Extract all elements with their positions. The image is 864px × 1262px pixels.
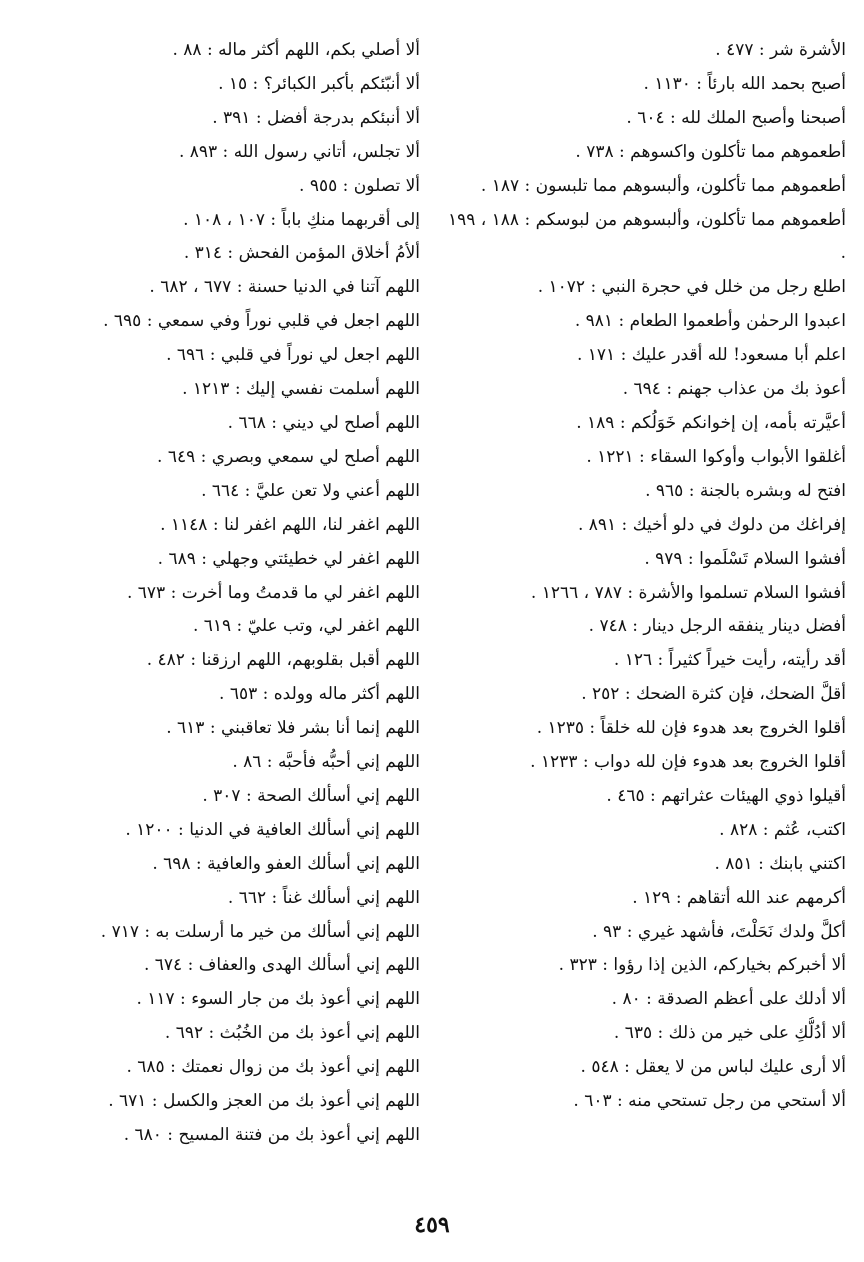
index-entry: أكلَّ ولدك نَحَلْتَ، فأشهد غيري : ٩٣ . — [592, 921, 846, 942]
index-entry: إلى أقربهما منكِ باباً : ١٠٧ ، ١٠٨ . — [183, 209, 420, 230]
index-entry: اللهم اغفر لي، وتب عليّ : ٦١٩ . — [192, 616, 420, 637]
index-entry: أعيَّرته بأمه، إن إخوانكم خَوَلُكم : ١٨٩ . — [576, 412, 846, 433]
index-entry: اللهم إنما أنا بشر فلا تعاقبني : ٦١٣ . — [166, 718, 420, 739]
index-entry: اللهم إني أعوذ بك من زوال نعمتك : ٦٨٥ . — [126, 1057, 420, 1078]
index-entry: اللهم إني أعوذ بك من فتنة المسيح : ٦٨٠ . — [123, 1125, 420, 1145]
index-entry: اللهم اجعل في قلبي نوراً وفي سمعي : ٦٩٥ . — [103, 311, 420, 332]
index-column-right — [446, 34, 846, 1119]
index-entry: اللهم أصلح لي سمعي وبصري : ٦٤٩ . — [157, 446, 420, 467]
index-entry: اللهم اغفر لي ما قدمتُ وما أخرت : ٦٧٣ . — [126, 582, 420, 603]
index-entry: أقلَّ الضحك، فإن كثرة الضحك : ٢٥٢ . — [581, 684, 846, 705]
index-entry: اللهم إني أسألك العافية في الدنيا : ١٢٠٠ . — [125, 819, 420, 840]
index-entry: أصبح بحمد الله بارئاً : ١١٣٠ . — [643, 73, 846, 94]
index-entry: أفشوا السلام تَسْلَموا : ٩٧٩ . — [644, 548, 846, 569]
index-entry: اللهم إني أعوذ بك من الخُبُث : ٦٩٢ . — [164, 1023, 420, 1044]
index-entry: اكتب، عُثم : ٨٢٨ . — [719, 819, 846, 840]
index-entry: أقلوا الخروج بعد هدوء فإن لله دواب : ١٢٣٣ . — [530, 752, 846, 773]
index-entry: اللهم إني أسألك العفو والعافية : ٦٩٨ . — [152, 853, 420, 874]
index-entry: أكرمهم عند الله أتقاهم : ١٢٩ . — [632, 887, 846, 908]
index-entry: ألا أرى عليك لباس من لا يعقل : ٥٤٨ . — [580, 1057, 846, 1078]
index-entry: أقيلوا ذوي الهيئات عثراتهم : ٤٦٥ . — [606, 785, 846, 806]
index-entry: أفشوا السلام تسلموا والأشرة : ٧٨٧ ، ١٢٦٦ . — [530, 582, 846, 603]
index-entry: اللهم أصلح لي ديني : ٦٦٨ . — [227, 412, 420, 433]
index-entry: أطعموهم مما تأكلون واكسوهم : ٧٣٨ . — [575, 141, 846, 162]
index-entry: ألا أصلي بكم، اللهم أكثر ماله : ٨٨ . — [172, 40, 420, 60]
index-entry: أعوذ بك من عذاب جهنم : ٦٩٤ . — [622, 379, 846, 400]
index-entry: اللهم إني أسألك الهدى والعفاف : ٦٧٤ . — [143, 955, 420, 976]
index-entry: أقلوا الخروج بعد هدوء فإن لله خلقاً : ١٢٣٥ . — [536, 718, 846, 739]
index-entry: افتح له وبشره بالجنة : ٩٦٥ . — [645, 480, 846, 501]
index-entry: اللهم أكثر ماله وولده : ٦٥٣ . — [219, 684, 420, 705]
index-entry: اللهم إني أسألك غناً : ٦٦٢ . — [227, 887, 420, 908]
index-entry: اللهم إني أعوذ بك من العجز والكسل : ٦٧١ . — [108, 1091, 420, 1112]
index-entry: اللهم أعني ولا تعن عليَّ : ٦٦٤ . — [201, 480, 420, 501]
index-entry: اللهم أقبل بقلوبهم، اللهم ارزقنا : ٤٨٢ . — [146, 650, 420, 671]
index-entry: اللهم إني أعوذ بك من جار السوء : ١١٧ . — [136, 989, 420, 1010]
index-entry: أغلقوا الأبواب وأوكوا السقاء : ١٢٢١ . — [586, 446, 846, 467]
index-entry: أطعموهم مما تأكلون، وألبسوهم من لبوسكم : ١٨٨ ، ١٩٩ . — [447, 209, 846, 264]
index-column-left — [15, 34, 420, 1153]
index-entry: اللهم اغفر لي خطيئتي وجهلي : ٦٨٩ . — [157, 548, 420, 569]
index-entry: اعبدوا الرحمٰن وأطعموا الطعام : ٩٨١ . — [574, 311, 846, 332]
index-entry: اكتني بابنك : ٨٥١ . — [714, 853, 846, 874]
index-entry: ألأمُ أخلاق المؤمن الفحش : ٣١٤ . — [183, 243, 420, 264]
index-entry: ألا أستحي من رجل تستحي منه : ٦٠٣ . — [573, 1091, 846, 1112]
index-entry: اللهم اجعل لي نوراً في قلبي : ٦٩٦ . — [166, 345, 420, 366]
index-entry: اللهم إني أحبُّه فأحبَّه : ٨٦ . — [232, 752, 420, 773]
index-entry: اللهم آتنا في الدنيا حسنة : ٦٧٧ ، ٦٨٢ . — [149, 277, 420, 298]
index-entry: اللهم اغفر لنا، اللهم اغفر لنا : ١١٤٨ . — [160, 514, 420, 535]
index-entry: أفضل دينار ينفقه الرجل دينار : ٧٤٨ . — [588, 616, 846, 637]
index-entry: ألا أخبركم بخياركم، الذين إذا رؤوا : ٣٢٣ . — [558, 955, 846, 976]
index-entry: اللهم إني أسألك من خير ما أرسلت به : ٧١٧ . — [100, 921, 420, 942]
index-entry: ألا أنبئكم بدرجة أفضل : ٣٩١ . — [212, 107, 420, 128]
index-entry: اطلع رجل من خلل في حجرة النبي : ١٠٧٢ . — [537, 277, 846, 298]
index-entry: ألا تصلون : ٩٥٥ . — [299, 175, 420, 196]
index-entry: اعلم أبا مسعود! لله أقدر عليك : ١٧١ . — [576, 345, 846, 366]
index-entry: الأشرة شر : ٤٧٧ . — [715, 40, 846, 60]
index-entry: ألا أدُلُّكِ على خير من ذلك : ٦٣٥ . — [613, 1023, 846, 1044]
index-entry: ألا أنبّئكم بأكبر الكبائر؟ : ١٥ . — [218, 73, 420, 94]
index-entry: أصبحنا وأصبح الملك لله : ٦٠٤ . — [626, 107, 846, 128]
index-entry: اللهم إني أسألك الصحة : ٣٠٧ . — [202, 785, 420, 806]
index-entry: ألا أدلك على أعظم الصدقة : ٨٠ . — [611, 989, 846, 1010]
index-entry: أقد رأيته، رأيت خيراً كثيراً : ١٢٦ . — [613, 650, 846, 671]
index-entry: أطعموهم مما تأكلون، وألبسوهم مما تلبسون : ١٨٧ . — [480, 175, 846, 196]
index-entry: ألا تجلس، أتاني رسول الله : ٨٩٣ . — [178, 141, 420, 162]
index-entry: اللهم أسلمت نفسي إليك : ١٢١٣ . — [182, 379, 420, 400]
index-entry: إفراغك من دلوك في دلو أخيك : ٨٩١ . — [577, 514, 846, 535]
page-number: ٤٥٩ — [414, 1212, 450, 1238]
